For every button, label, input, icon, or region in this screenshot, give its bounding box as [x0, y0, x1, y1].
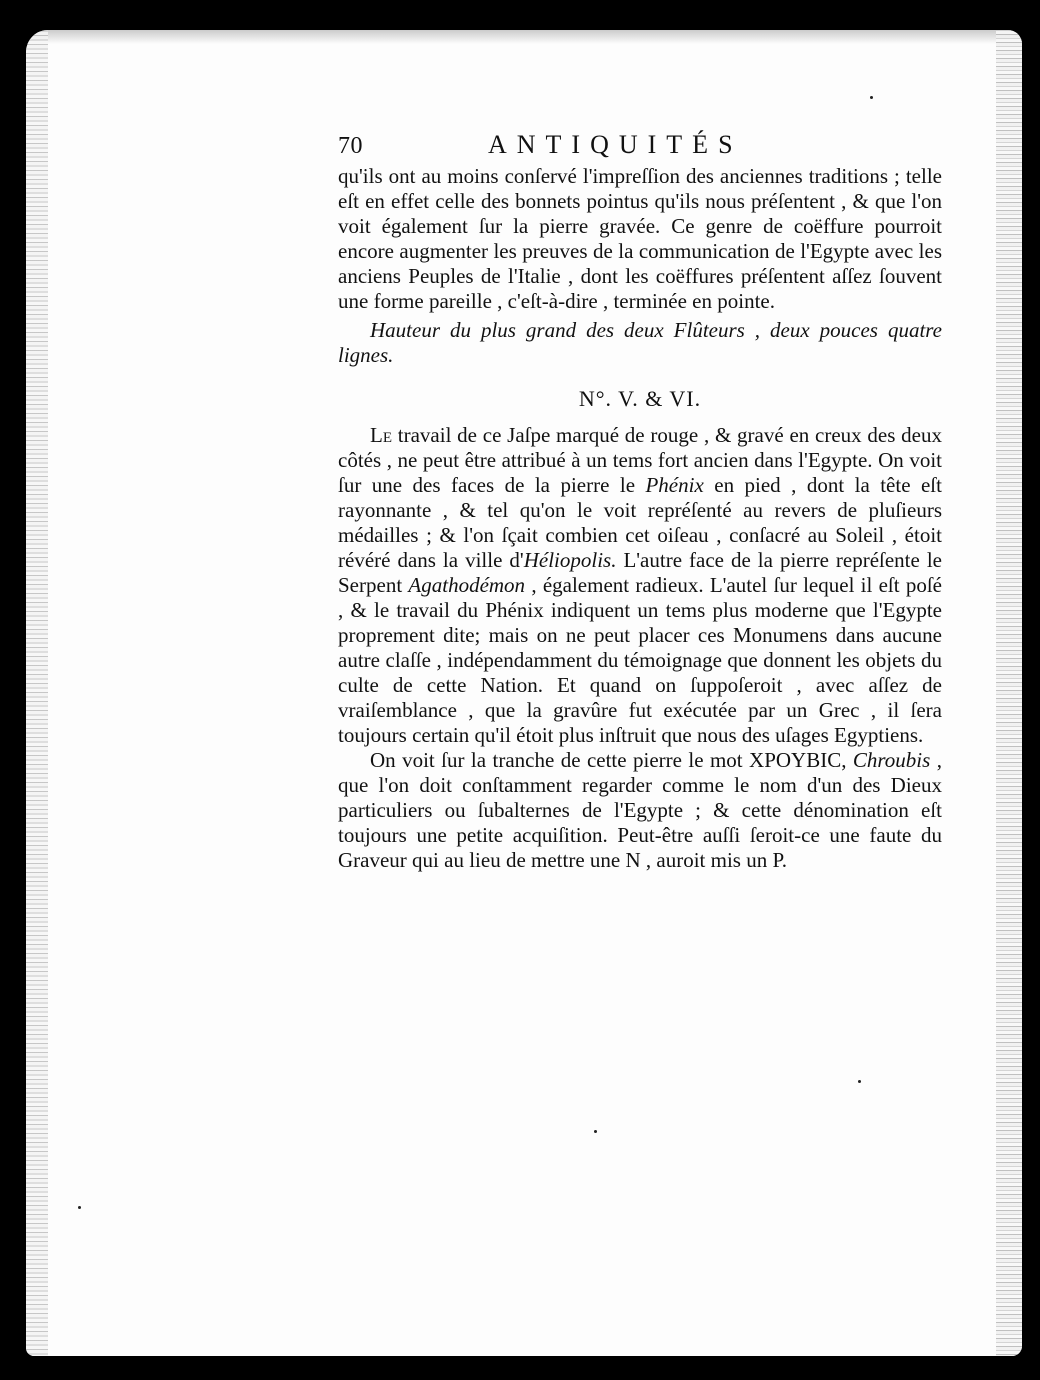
figure-dimension-caption: Hauteur du plus grand des deux Flûteurs , deux pouces quatre lignes. — [338, 318, 942, 367]
paragraph-2-text-3: L'autre face de la pierre repréſente le Serpent — [338, 548, 942, 597]
speck-2 — [858, 1080, 861, 1083]
speck-3 — [594, 1130, 597, 1133]
paragraph-3-text-1: On voit ſur la tranche de cette pierre le mot — [370, 748, 750, 772]
page-top-shadow — [26, 30, 1022, 44]
book-page — [26, 30, 1022, 1356]
paragraph-2-italic-agathodemon: Agathodémon — [408, 573, 526, 597]
paragraph-2 — [338, 423, 942, 748]
running-title: ANTIQUITÉS — [488, 130, 743, 159]
page-left-edge — [26, 30, 48, 1356]
paragraph-3-greek-word: XPOYBIC, — [749, 748, 847, 772]
speck-4 — [78, 1206, 81, 1209]
running-head — [338, 132, 942, 164]
page-number: 70 — [338, 133, 363, 159]
section-heading: N°. V. & VI. — [578, 386, 702, 411]
paragraph-3-italic-chroubis: Chroubis — [852, 748, 931, 772]
speck-1 — [870, 96, 873, 99]
paragraph-2-italic-phenix: Phénix — [645, 473, 704, 497]
paragraph-2-text-1: travail de ce Jaſpe marqué de rouge , & gravé en creux des deux côtés , ne peut être attribué à un tems fort ancien dans l'Egypte. On voit ſur une des faces de la pierre le — [338, 423, 942, 497]
text-block — [338, 132, 942, 873]
paragraph-2-text-2: en pied , dont la tête eſt rayonnante , & tel qu'on le voit repréſenté au revers de pluſieurs médailles ; & l'on ſçait combien cet oiſeau , conſacré au Soleil , étoit révéré dans la ville d' — [338, 473, 942, 572]
paragraph-2-italic-heliopolis: Héliopolis. — [523, 548, 617, 572]
paragraph-3-text-2: , que l'on doit conſtamment regarder comme le nom d'un des Dieux particuliers ou ſubalternes de l'Egypte ; & cette dénomination eſt toujours une petite acquiſition. Peut-être auſſi ſeroit-ce une faute du Graveur qui au lieu de mettre une N , auroit mis un P. — [338, 748, 942, 872]
paragraph-2-text-4: , également radieux. L'autel ſur lequel il eſt poſé , & le travail du Phénix indiquent un tems plus moderne que l'Egypte proprement dite; mais on ne peut placer ces Monumens dans aucune autre claſſe , indépendamment du témoignage que donnent les objets du culte de cette Nation. Et quand on ſuppoſeroit , avec aſſez de vraiſemblance , que la gravûre fut exécutée par un Grec , il ſera toujours certain qu'il étoit plus inſtruit que nous des uſages Egyptiens. — [338, 573, 942, 747]
paragraph-2-lead-word: Le — [370, 423, 392, 447]
paragraph-3 — [338, 748, 942, 873]
paragraph-1: qu'ils ont au moins conſervé l'impreſſion des anciennes traditions ; telle eſt en effet celle des bonnets pointus qu'ils nous préſentent , & que l'on voit également ſur la pierre gravée. Ce genre de coëffure pourroit encore augmenter les preuves de la communication de l'Egypte avec les anciens Peuples de l'Italie , dont les coëffures préſentent aſſez ſouvent une forme pareille , c'eſt-à-dire , terminée en pointe. — [338, 164, 942, 313]
page-right-edge — [996, 30, 1022, 1356]
